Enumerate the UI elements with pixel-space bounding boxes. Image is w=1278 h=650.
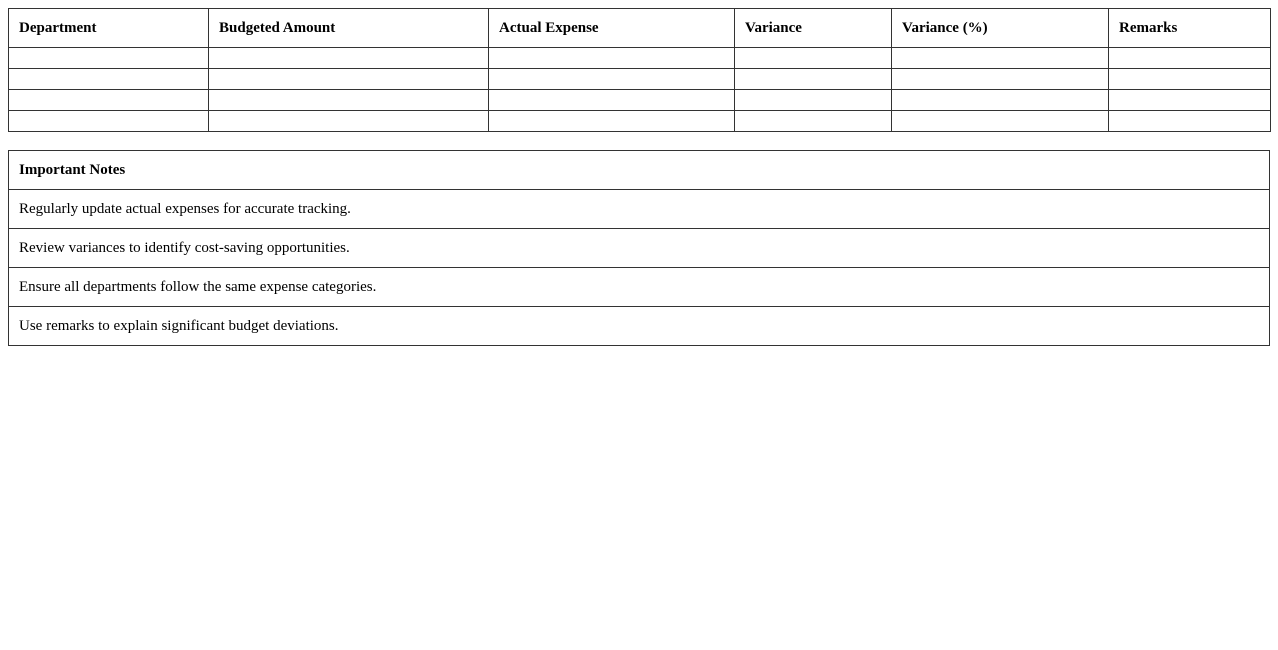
page-content <box>8 8 1270 346</box>
table-cell <box>9 90 209 111</box>
budget-table-header-row <box>9 9 1271 48</box>
table-cell <box>892 90 1109 111</box>
table-cell <box>9 111 209 132</box>
table-cell <box>1109 90 1271 111</box>
table-cell <box>735 111 892 132</box>
table-cell <box>489 90 735 111</box>
column-header-budgeted-amount: Budgeted Amount <box>209 9 489 48</box>
column-header-variance-percent: Variance (%) <box>892 9 1109 48</box>
table-cell <box>9 69 209 90</box>
table-cell <box>209 48 489 69</box>
list-item <box>9 307 1270 346</box>
notes-table <box>8 150 1270 346</box>
table-cell <box>209 111 489 132</box>
note-text: Regularly update actual expenses for accurate tracking. <box>9 190 1270 229</box>
table-cell <box>489 48 735 69</box>
table-row <box>9 69 1271 90</box>
table-cell <box>9 48 209 69</box>
list-item <box>9 190 1270 229</box>
table-row <box>9 111 1271 132</box>
table-cell <box>892 48 1109 69</box>
note-text: Ensure all departments follow the same expense categories. <box>9 268 1270 307</box>
table-cell <box>735 90 892 111</box>
notes-header-row <box>9 151 1270 190</box>
table-cell <box>1109 48 1271 69</box>
table-cell <box>209 69 489 90</box>
table-cell <box>489 111 735 132</box>
column-header-actual-expense: Actual Expense <box>489 9 735 48</box>
note-text: Review variances to identify cost-saving opportunities. <box>9 229 1270 268</box>
table-row <box>9 48 1271 69</box>
notes-title: Important Notes <box>9 151 1270 190</box>
table-row <box>9 90 1271 111</box>
list-item <box>9 268 1270 307</box>
list-item <box>9 229 1270 268</box>
column-header-remarks: Remarks <box>1109 9 1271 48</box>
table-cell <box>892 69 1109 90</box>
table-cell <box>1109 111 1271 132</box>
table-cell <box>892 111 1109 132</box>
table-cell <box>1109 69 1271 90</box>
budget-table <box>8 8 1271 132</box>
table-cell <box>735 69 892 90</box>
note-text: Use remarks to explain significant budget deviations. <box>9 307 1270 346</box>
column-header-variance: Variance <box>735 9 892 48</box>
column-header-department: Department <box>9 9 209 48</box>
table-cell <box>209 90 489 111</box>
table-cell <box>735 48 892 69</box>
table-cell <box>489 69 735 90</box>
